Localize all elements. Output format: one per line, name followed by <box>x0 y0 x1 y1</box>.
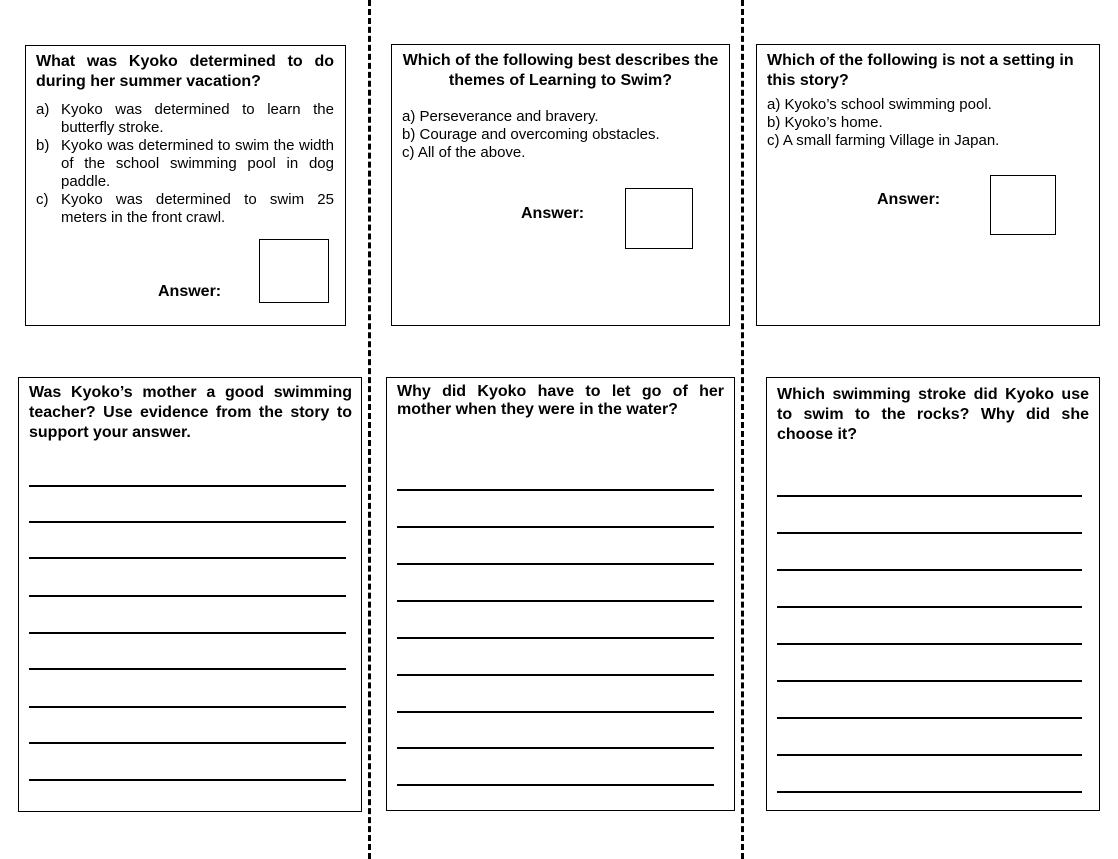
question-text: Why did Kyoko have to let go of her mother when they were in the water? <box>397 383 724 418</box>
answer-box[interactable] <box>990 175 1056 235</box>
question-text: Which of the following best describes the themes of Learning to Swim? <box>402 52 719 89</box>
question-card-mother-teacher <box>18 377 362 812</box>
answer-box[interactable] <box>625 188 693 249</box>
answer-box[interactable] <box>259 239 329 303</box>
option-a: a) Kyoko’s school swimming pool. <box>767 96 992 113</box>
writing-line[interactable] <box>29 668 346 670</box>
answer-label: Answer: <box>158 283 222 300</box>
question-card-let-go <box>386 377 735 811</box>
option-a: a) Perseverance and bravery. <box>402 108 599 125</box>
cut-line-right <box>741 0 744 859</box>
writing-line[interactable] <box>777 680 1082 682</box>
option-c: c) All of the above. <box>402 144 526 161</box>
writing-line[interactable] <box>777 643 1082 645</box>
question-card-setting <box>756 44 1100 326</box>
writing-line[interactable] <box>397 784 714 786</box>
writing-line[interactable] <box>397 747 714 749</box>
answer-options <box>402 108 719 162</box>
writing-line[interactable] <box>29 595 346 597</box>
writing-line[interactable] <box>777 532 1082 534</box>
writing-line[interactable] <box>29 521 346 523</box>
question-card-stroke <box>766 377 1100 811</box>
question-text: Which of the following is not a setting in this story? <box>767 52 1074 89</box>
writing-line[interactable] <box>29 742 346 744</box>
option-b: b) Kyoko’s home. <box>767 114 883 131</box>
question-card-determined <box>25 45 346 326</box>
writing-line[interactable] <box>397 600 714 602</box>
answer-label: Answer: <box>877 191 941 208</box>
writing-line[interactable] <box>397 674 714 676</box>
answer-options <box>767 96 1093 150</box>
writing-line[interactable] <box>777 717 1082 719</box>
writing-line[interactable] <box>777 791 1082 793</box>
writing-line[interactable] <box>397 563 714 565</box>
writing-line[interactable] <box>29 706 346 708</box>
cut-line-left <box>368 0 371 859</box>
writing-line[interactable] <box>777 495 1082 497</box>
question-card-themes <box>391 44 730 326</box>
writing-line[interactable] <box>397 637 714 639</box>
question-text: Which swimming stroke did Kyoko use to swim to the rocks? Why did she choose it? <box>777 386 1089 443</box>
writing-line[interactable] <box>777 569 1082 571</box>
option-b: b) Courage and overcoming obstacles. <box>402 126 660 143</box>
question-text: Was Kyoko’s mother a good swimming teacher? Use evidence from the story to support your answer. <box>29 384 352 441</box>
writing-line[interactable] <box>29 557 346 559</box>
option-a: a) Kyoko was determined to learn the butterfly stroke. <box>36 101 334 136</box>
writing-line[interactable] <box>29 632 346 634</box>
writing-line[interactable] <box>397 711 714 713</box>
option-c: c) Kyoko was determined to swim 25 meters in the front crawl. <box>36 191 334 226</box>
writing-line[interactable] <box>29 485 346 487</box>
option-c: c) A small farming Village in Japan. <box>767 132 1000 149</box>
writing-line[interactable] <box>397 489 714 491</box>
writing-line[interactable] <box>777 754 1082 756</box>
answer-options <box>36 101 334 227</box>
writing-line[interactable] <box>777 606 1082 608</box>
option-b: b) Kyoko was determined to swim the width of the school swimming pool in dog paddle. <box>36 137 334 190</box>
question-text: What was Kyoko determined to do during her summer vacation? <box>36 53 334 90</box>
writing-line[interactable] <box>29 779 346 781</box>
answer-label: Answer: <box>521 205 585 222</box>
writing-line[interactable] <box>397 526 714 528</box>
